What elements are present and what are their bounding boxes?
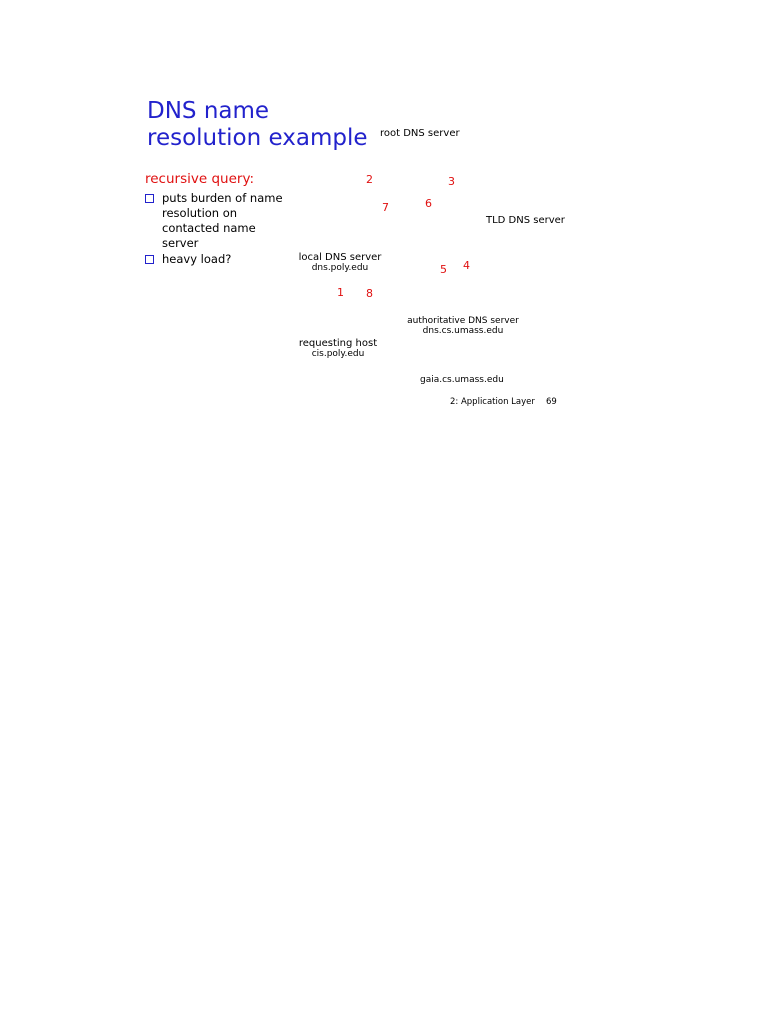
requesting-host-label: requesting host (298, 338, 378, 349)
bullet-text: heavy load? (162, 252, 232, 266)
authoritative-dns-server (398, 316, 528, 336)
step-number-4: 4 (463, 259, 470, 272)
step-number-1: 1 (337, 286, 344, 299)
step-number-7: 7 (382, 201, 389, 214)
slide-title (147, 98, 387, 152)
step-number-6: 6 (425, 197, 432, 210)
target-host-label: gaia.cs.umass.edu (420, 375, 504, 385)
bullet-square-icon (145, 255, 154, 264)
authoritative-dns-server-host: dns.cs.umass.edu (422, 326, 504, 336)
title-line-1: DNS name (147, 98, 270, 124)
subheading-recursive-query: recursive query: (145, 171, 254, 187)
title-line-2: resolution example (147, 125, 368, 151)
step-number-2: 2 (366, 173, 373, 186)
local-dns-server (290, 252, 390, 273)
bullet-square-icon (145, 194, 154, 203)
step-number-8: 8 (366, 287, 373, 300)
footer-chapter: 2: Application Layer (450, 397, 535, 407)
step-number-5: 5 (440, 263, 447, 276)
local-dns-server-label: local DNS server (298, 252, 382, 263)
authoritative-dns-server-label: authoritative DNS server (407, 316, 519, 326)
tld-dns-server-label: TLD DNS server (486, 215, 565, 226)
footer-page-number: 69 (546, 397, 557, 407)
local-dns-server-host: dns.poly.edu (311, 263, 369, 273)
bullet-text: puts burden of name resolution on contacted name server (162, 191, 283, 250)
requesting-host-name: cis.poly.edu (311, 349, 365, 359)
step-number-3: 3 (448, 175, 455, 188)
requesting-host (288, 338, 388, 359)
root-dns-server-label: root DNS server (380, 128, 460, 139)
